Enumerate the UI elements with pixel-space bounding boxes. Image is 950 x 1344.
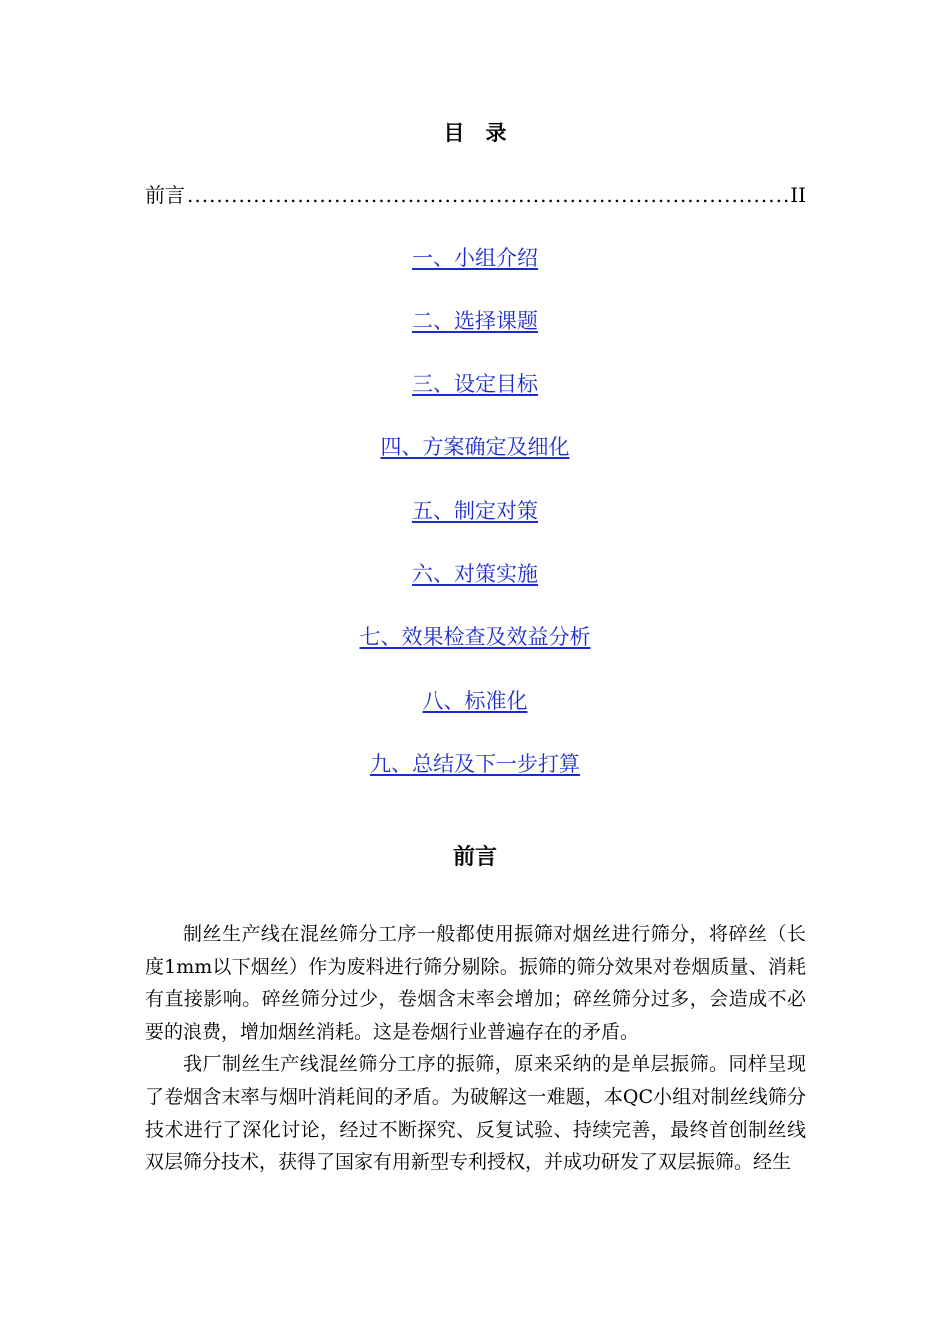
toc-link-plan-refine[interactable]: 四、方案确定及细化 [380,435,570,459]
toc-item-3 [0,367,950,401]
toc-link-select-topic[interactable]: 二、选择课题 [412,309,538,333]
toc-title: 目 录 [443,120,507,145]
toc-item-6 [0,557,950,591]
toc-entry-preface-label: 前言 [145,183,185,207]
toc-item-8 [0,684,950,718]
toc-item-9 [0,747,950,781]
toc-link-group-intro[interactable]: 一、小组介绍 [412,246,538,270]
toc-link-summary[interactable]: 九、总结及下一步打算 [370,752,580,776]
toc-item-2 [0,304,950,338]
toc-item-5 [0,494,950,528]
preface-paragraph: 制丝生产线在混丝筛分工序一般都使用振筛对烟丝进行筛分，将碎丝（长度1mm以下烟丝）作为废料进行筛分剔除。振筛的筛分效果对卷烟质量、消耗有直接影响。碎丝筛分过少，卷烟含末率会增加；碎丝筛分过多，会造成不必要的浪费，增加烟丝消耗。这是卷烟行业普遍存在的矛盾。 [145,923,806,1043]
toc-item-7 [0,620,950,654]
toc-leader-dots [187,178,788,212]
preface-paragraph: 我厂制丝生产线混丝筛分工序的振筛，原来采纳的是单层振筛。同样呈现了卷烟含末率与烟叶消耗间的矛盾。为破解这一难题，本QC小组对制丝线筛分技术进行了深化讨论，经过不断探究、反复试验、持续完善，最终首创制丝线双层筛分技术，获得了国家有用新型专利授权，并成功研发了双层振筛。经生 [145,1053,806,1174]
toc-link-effect-check[interactable]: 七、效果检查及效益分析 [359,625,591,649]
toc-item-4 [0,430,950,464]
toc-entry-preface-page: II [790,183,806,207]
toc-link-countermeasures[interactable]: 五、制定对策 [412,499,538,523]
preface-heading: 前言 [452,844,497,870]
toc-item-1 [0,241,950,275]
toc-entry-preface[interactable] [145,178,806,212]
toc-link-set-target[interactable]: 三、设定目标 [412,372,538,396]
toc-link-implementation[interactable]: 六、对策实施 [412,562,538,586]
toc-link-standardization[interactable]: 八、标准化 [422,689,528,713]
preface-body [145,918,806,1179]
